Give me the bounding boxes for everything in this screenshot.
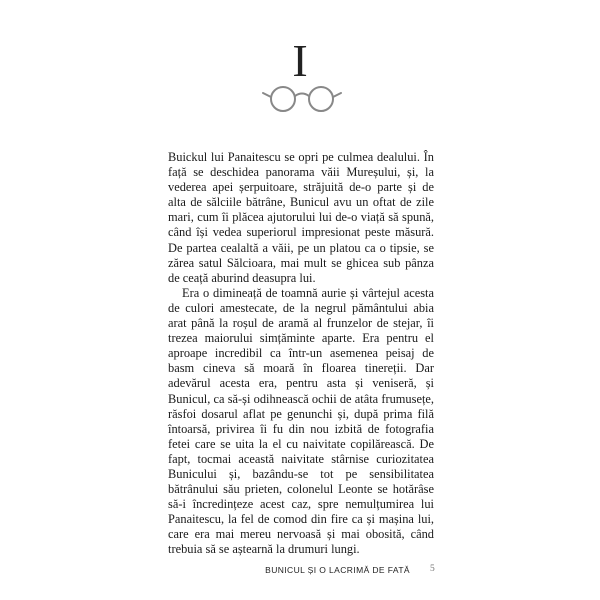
round-eyeglasses-icon bbox=[261, 84, 343, 114]
chapter-numeral: I bbox=[292, 35, 308, 86]
page-footer bbox=[0, 565, 600, 585]
body-text bbox=[168, 150, 434, 558]
paragraph-1: Buickul lui Panaitescu se opri pe culmea dealului. În față se deschidea panorama văii Mureșului, și, la vederea apei șerpuitoare, străjuită de-o parte și de alta de sălciile bătrâne, Bunicul avu un oftat de zile mari, cum îi plăcea ajutorului lui de-o viață să spună, când își vedea superiorul impresionat peste măsură. De partea cealaltă a văii, pe un platou ca o tipsie, se zărea satul Sălcioara, mai mult se ghicea sub pânza de ceață aburind deasupra lui. bbox=[168, 150, 434, 285]
running-head: BUNICUL ȘI O LACRIMĂ DE FATĂ bbox=[265, 565, 410, 575]
page-number: 5 bbox=[430, 564, 435, 574]
paragraph-2: Era o dimineață de toamnă aurie și vârtejul acesta de culori amestecate, de la negrul pământului abia arat până la roșul de aramă al frunzelor de stejar, îi trezea maiorului simțăminte aparte. Era pentru el aproape incredibil ca într-un asemenea peisaj de basm cineva să moară în floarea tinereții. Dar adevărul acesta era, pentru asta și veniseră, și Bunicul, ca să-și odihnească ochii de atâta frumusețe, răsfoi dosarul aflat pe genunchi și, după prima filă întoarsă, privirea îi fu din nou izbită de fotografia fetei care se uita la el cu naivitate copilărească. De fapt, tocmai această naivitate stârnise curiozitatea Bunicului și, bazându-se tot pe sensibilitatea bătrânului său prieten, colonelul Leonte se hotărâse să-i încredințeze acest caz, spre nemulțumirea lui Panaitescu, la fel de comod din fire ca și mașina lui, care era mai mereu nervoasă și mai obosită, când trebuia să se aștearnă la drumuri lungi. bbox=[168, 285, 434, 557]
